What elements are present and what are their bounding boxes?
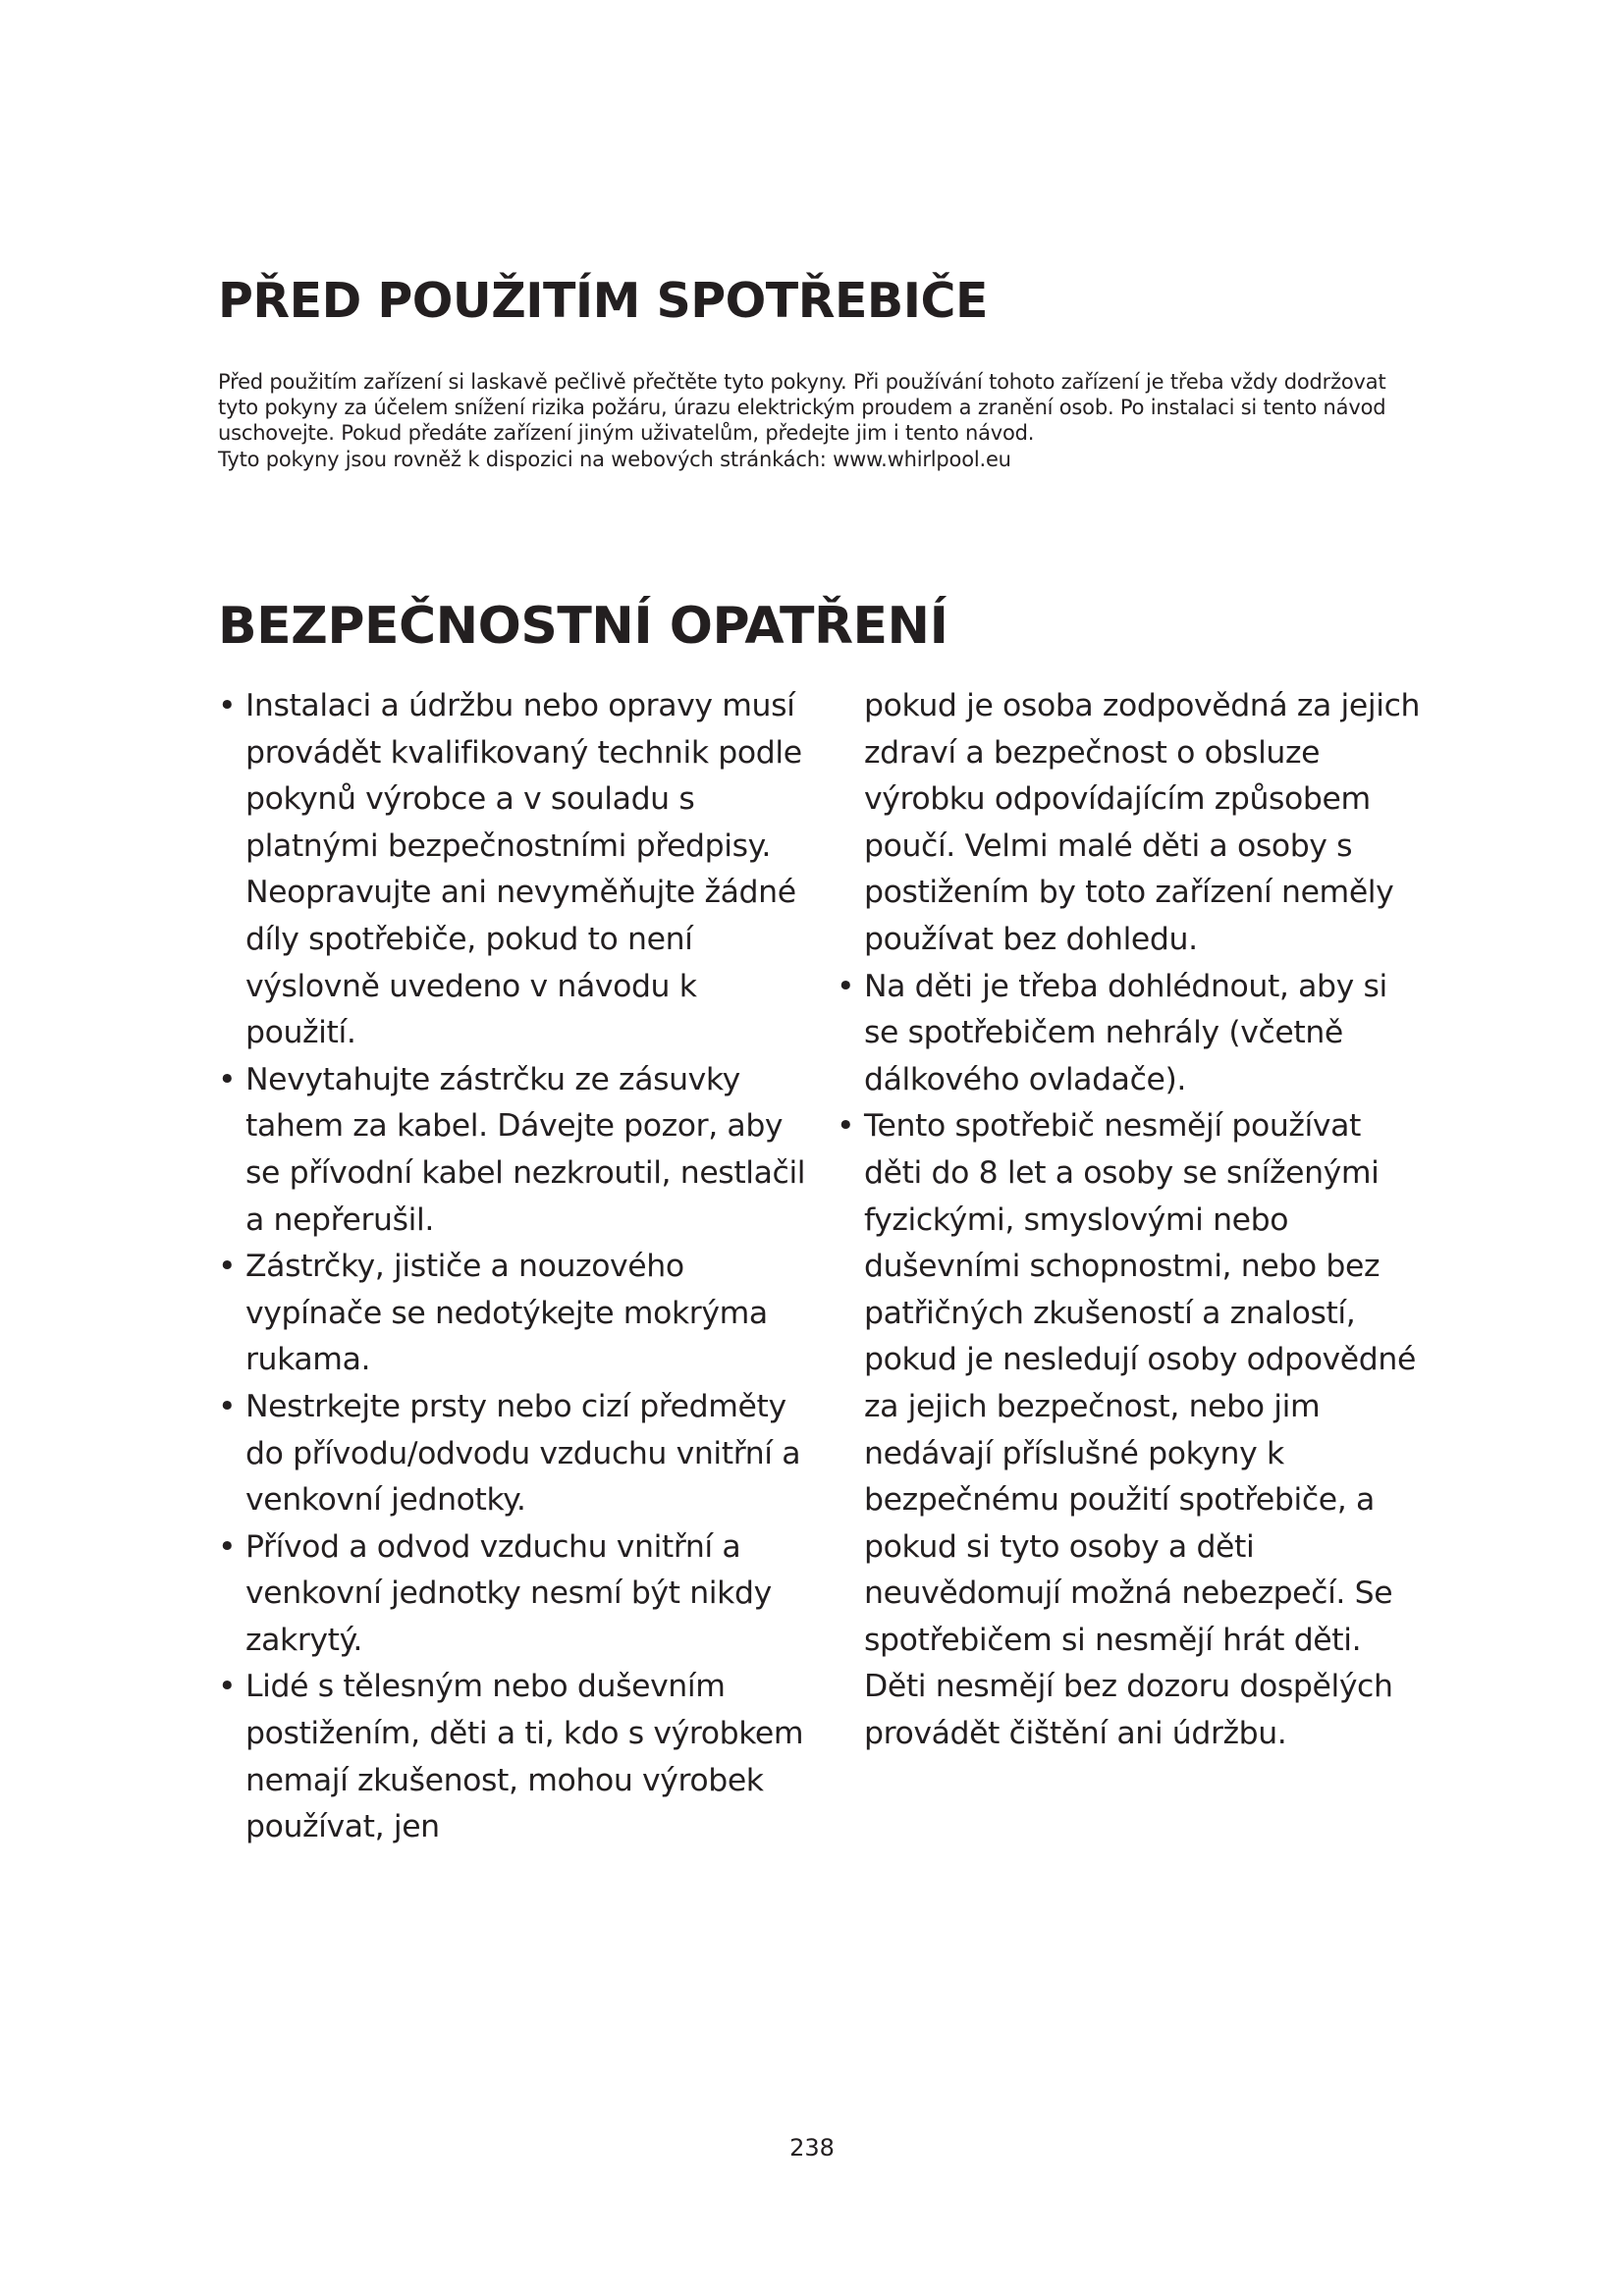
bullet-icon: •	[218, 1388, 237, 1424]
bullet-icon: •	[218, 1249, 237, 1285]
list-item-text: Přívod a odvod vzduchu vnitřní a venkovní jednotky nesmí být nikdy zakrytý.	[245, 1528, 772, 1658]
safety-column-left	[218, 683, 807, 1851]
website-paragraph: Tyto pokyny jsou rovněž k dispozici na webových stránkách: www.whirlpool.eu	[218, 447, 1011, 471]
list-item	[837, 964, 1426, 1104]
bullet-icon: •	[218, 1061, 237, 1097]
list-item	[218, 683, 807, 1057]
safety-column-right	[837, 683, 1426, 1758]
list-item-continuation: pokud je osoba zodpovědná za jejich zdraví a bezpečnost o obsluze výrobku odpovídajícím způsobem poučí. Velmi malé děti a osoby s postižením by toto zařízení neměly používat bez dohledu.	[864, 688, 1421, 957]
section-title-safety: BEZPEČNOSTNÍ OPATŘENÍ	[218, 597, 948, 656]
list-item	[218, 1524, 807, 1665]
list-item	[837, 1103, 1426, 1757]
bullet-icon: •	[218, 688, 237, 723]
list-item-text: Lidé s tělesným nebo duševním postižením, děti a ti, kdo s výrobkem nemají zkušenost, mohou výrobek používat, jen	[245, 1669, 804, 1845]
intro-paragraph: Před použitím zařízení si laskavě pečlivě přečtěte tyto pokyny. Při používání tohoto zařízení je třeba vždy dodržovat tyto pokyny za účelem snížení rizika požáru, úrazu elektrickým proudem a zranění osob. Po instalaci si tento návod uschovejte. Pokud předáte zařízení jiným uživatelům, předejte jim i tento návod.	[218, 370, 1386, 446]
bullet-icon: •	[218, 1528, 237, 1565]
bullet-icon: •	[837, 968, 855, 1004]
list-item	[218, 1057, 807, 1244]
safety-list-left	[218, 683, 807, 1851]
list-item-text: Tento spotřebič nesmějí používat děti do 8 let a osoby se sníženými fyzickými, smyslovými nebo duševními schopnostmi, nebo bez patřičných zkušeností a znalostí, pokud je nesledují osoby odpovědné za jejich bezpečnost, nebo jim nedávají příslušné pokyny k bezpečnému použití spotřebiče, a pokud si tyto osoby a děti neuvědomují možná nebezpečí. Se spotřebičem si nesmějí hrát děti. Děti nesmějí bez dozoru dospělých provádět čištění ani údržbu.	[864, 1108, 1416, 1752]
list-item-text: Na děti je třeba dohlédnout, aby si se spotřebičem nehrály (včetně dálkového ovladače).	[864, 968, 1387, 1097]
list-item-text: Instalaci a údržbu nebo opravy musí provádět kvalifikovaný technik podle pokynů výrobce a v souladu s platnými bezpečnostními předpisy. Neopravujte ani nevyměňujte žádné díly spotřebiče, pokud to není výslovně uvedeno v návodu k použití.	[245, 688, 802, 1051]
list-item-text: Nestrkejte prsty nebo cizí předměty do přívodu/odvodu vzduchu vnitřní a venkovní jednotky.	[245, 1388, 801, 1519]
intro-text	[218, 369, 1426, 472]
list-item	[218, 1384, 807, 1524]
list-item-text: Nevytahujte zástrčku ze zásuvky tahem za kabel. Dávejte pozor, aby se přívodní kabel nezkroutil, nestlačil a nepřerušil.	[245, 1061, 806, 1238]
bullet-icon: •	[218, 1669, 237, 1705]
section-title-before-use: PŘED POUŽITÍM SPOTŘEBIČE	[218, 273, 988, 329]
safety-list-right	[837, 964, 1426, 1758]
bullet-icon: •	[837, 1108, 855, 1145]
page-number: 238	[789, 2134, 835, 2162]
list-item	[218, 1244, 807, 1384]
list-item-text: Zástrčky, jističe a nouzového vypínače se nedotýkejte mokrýma rukama.	[245, 1249, 768, 1378]
list-item	[218, 1664, 807, 1850]
